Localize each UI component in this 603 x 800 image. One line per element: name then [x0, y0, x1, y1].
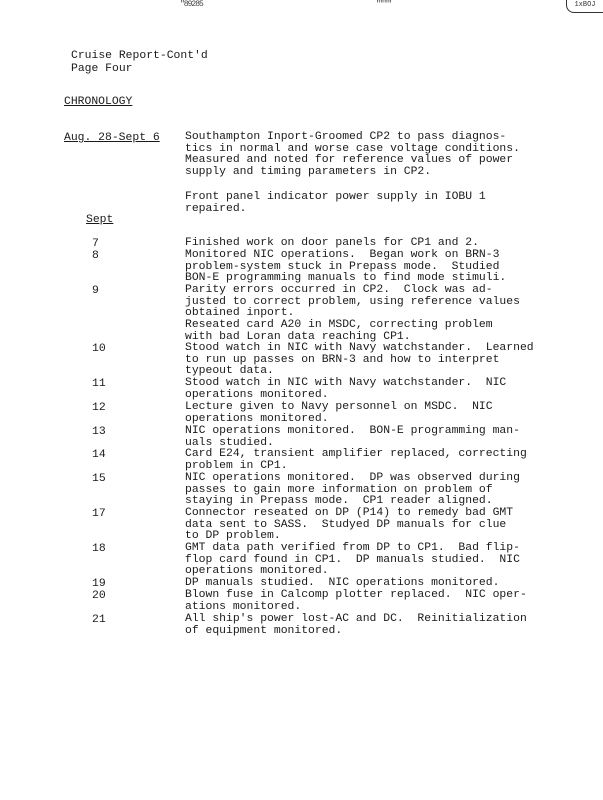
entry-line: to DP problem. — [185, 530, 281, 543]
day-entry — [185, 543, 595, 578]
period-entry-2 — [185, 192, 595, 215]
day-entry — [185, 343, 595, 378]
period-date-range: Aug. 28-Sept 6 — [64, 132, 160, 144]
day-number: 14 — [92, 449, 106, 461]
top-mark-right: 1xBOJ — [566, 0, 603, 13]
day-entry — [185, 238, 595, 250]
entry-line: Parity errors occurred in CP2. Clock was ad- — [185, 284, 493, 296]
entry-line: with bad Loran data reaching CP1. — [185, 330, 411, 343]
day-number: 20 — [92, 590, 106, 602]
day-number: 12 — [92, 402, 106, 414]
entry-line: of equipment monitored. — [185, 624, 343, 637]
day-number: 13 — [92, 426, 106, 438]
day-number: 10 — [92, 343, 106, 355]
entry-line: operations monitored. — [185, 565, 329, 578]
day-entry — [185, 250, 595, 285]
entry-line: data sent to SASS. Studyed DP manuals for clue — [185, 518, 507, 531]
report-header-title: Cruise Report-Cont'd — [71, 50, 208, 62]
day-entry — [185, 426, 595, 449]
day-entry — [185, 473, 595, 508]
entry-line: staying in Prepass mode. CP1 reader aligned. — [185, 495, 493, 508]
day-number: 19 — [92, 578, 106, 590]
day-entry — [185, 402, 595, 425]
day-entry — [185, 614, 595, 637]
entry-line: Card E24, transient amplifier replaced, correcting — [185, 448, 527, 460]
entry-line: Stood watch in NIC with Navy watchstander. Learned — [185, 342, 534, 354]
day-entry — [185, 285, 595, 344]
entry-line: Front panel indicator power supply in IOBU 1 — [185, 191, 486, 203]
entry-line: operations monitored. — [185, 388, 329, 401]
entry-line: problem-system stuck in Prepass mode. Studied — [185, 260, 500, 273]
entry-line: DP manuals studied. NIC operations monitored. — [185, 577, 500, 589]
day-entry — [185, 508, 595, 543]
entry-line: All ship's power lost-AC and DC. Reinitialization — [185, 613, 527, 625]
entry-line: ations monitored. — [185, 600, 302, 613]
day-entry — [185, 449, 595, 472]
entry-line: Stood watch in NIC with Navy watchstander. NIC — [185, 377, 507, 389]
entry-line: Southampton Inport-Groomed CP2 to pass diagnos- — [185, 131, 507, 143]
entry-line: Measured and noted for reference values of power — [185, 154, 514, 167]
entry-line: Finished work on door panels for CP1 and 2. — [185, 237, 479, 249]
top-mark-center: """" — [376, 0, 392, 9]
entry-line: BON-E programming manuals to find mode stimuli. — [185, 272, 507, 285]
entry-line: passes to gain more information on problem of — [185, 483, 493, 496]
entry-line: Lecture given to Navy personnel on MSDC. NIC — [185, 401, 493, 413]
entry-line: to run up passes on BRN-3 and how to interpret — [185, 353, 500, 366]
day-number: 7 — [92, 238, 99, 250]
entry-line: Blown fuse in Calcomp plotter replaced. NIC oper- — [185, 589, 527, 601]
day-number: 9 — [92, 285, 99, 297]
top-mark-left: "89285 — [180, 0, 203, 9]
entry-line: NIC operations monitored. BON-E programming man- — [185, 425, 520, 437]
scan-top-marks — [0, 0, 603, 14]
entry-line: typeout data. — [185, 365, 274, 378]
entry-line: tics in normal and worse case voltage conditions. — [185, 142, 520, 155]
day-number: 15 — [92, 473, 106, 485]
entry-line: repaired. — [185, 202, 247, 215]
entry-line: operations monitored. — [185, 412, 329, 425]
report-page-number: Page Four — [71, 63, 133, 75]
day-number: 21 — [92, 614, 106, 626]
entry-line: Connector reseated on DP (P14) to remedy bad GMT — [185, 507, 514, 519]
day-number: 8 — [92, 250, 99, 262]
day-number: 17 — [92, 508, 106, 520]
entry-line: justed to correct problem, using reference values — [185, 295, 520, 308]
period-entry-1 — [185, 132, 595, 179]
entry-line: GMT data path verified from DP to CP1. Bad flip- — [185, 542, 520, 554]
entry-line: flop card found in CP1. DP manuals studied. NIC — [185, 553, 520, 566]
day-entry — [185, 590, 595, 613]
day-number: 18 — [92, 543, 106, 555]
sept-heading: Sept — [86, 214, 114, 226]
day-entry — [185, 578, 595, 590]
day-number: 11 — [92, 378, 106, 390]
day-entry — [185, 378, 595, 401]
entry-line: uals studied. — [185, 436, 274, 449]
section-title: CHRONOLOGY — [64, 96, 133, 108]
entry-line: NIC operations monitored. DP was observed during — [185, 472, 520, 484]
entry-line: Reseated card A20 in MSDC, correcting problem — [185, 319, 493, 332]
entry-line: problem in CP1. — [185, 459, 288, 472]
entry-line: obtained inport. — [185, 307, 295, 320]
entry-line: supply and timing parameters in CP2. — [185, 166, 432, 179]
entry-line: Monitored NIC operations. Began work on BRN-3 — [185, 249, 500, 261]
